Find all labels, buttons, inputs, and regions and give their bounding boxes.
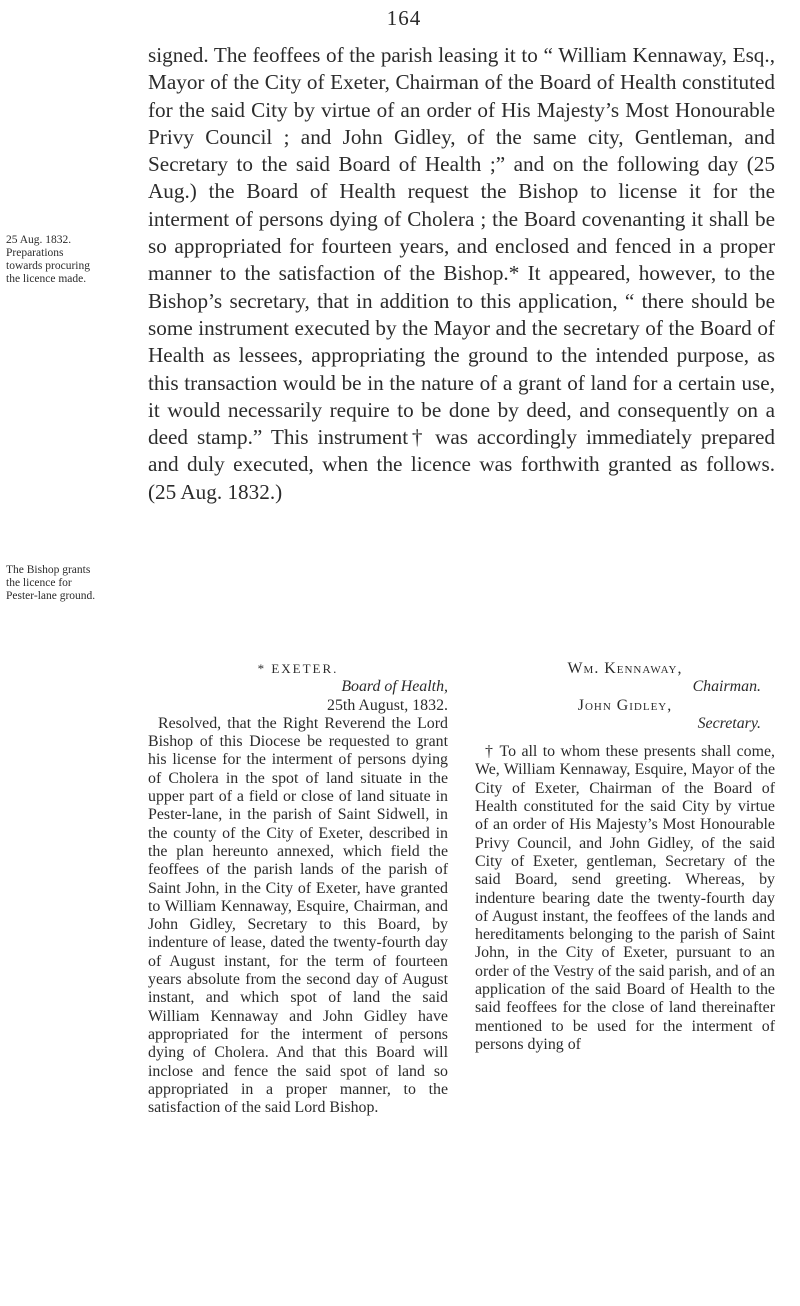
footnote-heading: * EXETER. xyxy=(257,661,339,676)
footnotes-section xyxy=(148,660,775,1117)
signer-chairman-role: Chairman. xyxy=(692,678,761,696)
footnote-board-name: Board of Health, xyxy=(341,678,448,696)
signer-chairman-name: Wm. Kennaway, xyxy=(567,660,683,677)
footnote-deed-text: † To all to whom these presents shall come, We, William Kennaway, Esquire, Mayor of the City of Exeter, Chairman of the Board of Health constituted for the said City by virtue of an order of His Majesty’s Most Honourable Privy Council, and John Gidley, of the said City of Exeter, gentleman, Secretary of the said Board, send greeting. Whereas, by indenture bearing date the twenty-fourth day of August instant, the feoffees of the lands and hereditaments belonging to the parish of Saint John, in the City of Exeter, pursuant to an order of the Vestry of the said parish, and of an application of the said Board of Health to the said feoffees for the close of land thereinafter mentioned to be used for the interment of persons dying of xyxy=(475,743,775,1053)
main-paragraph: signed. The feoffees of the parish leasing it to “ William Kennaway, Esq., Mayor of the City of Exeter, Chairman of the Board of Health constituted for the said City by virtue of an order of His Majesty’s Most Honourable Privy Council ; and John Gidley, of the same city, Gentleman, and Secretary to the said Board of Health ;” and on the following day (25 Aug.) the Board of Health request the Bishop to license it for the interment of persons dying of Cholera ; the Board covenanting it shall be so appropriated for fourteen years, and enclosed and fenced in a proper manner to the satisfaction of the Bishop.* It appeared, however, to the Bishop’s secretary, that in addition to this application, “ there should be some instrument executed by the Mayor and the secretary of the Board of Health as lessees, appropriating the ground to the intended purpose, as this transaction would be in the nature of a grant of land for a certain use, it would necessarily require to be done by deed, and consequently on a deed stamp.” This instrument† was accordingly immediately prepared and duly executed, when the licence was forthwith granted as follows. (25 Aug. 1832.) xyxy=(148,43,775,504)
footnote-resolution-text: Resolved, that the Right Reverend the Lord Bishop of this Diocese be requested to grant his license for the interment of persons dying of Cholera in the spot of land situate in the upper part of a field or close of land situate in Pester-lane, in the parish of Saint Sidwell, in the county of the City of Exeter, described in the plan hereunto annexed, which field the feoffees of the parish lands of the parish of Saint John, in the City of Exeter, have granted to William Kennaway, Esquire, Chairman, and John Gidley, Secretary to this Board, by indenture of lease, dated the twenty-fourth day of August instant, for the term of fourteen years absolute from the second day of August instant, and which spot of land the said William Kennaway and John Gidley have appropriated for the interment of persons dying of Cholera. And that this Board will inclose and fence the said spot of land so appropriated in a proper manner, to the satisfaction of the said Lord Bishop. xyxy=(148,714,448,1117)
margin-note-preparations: 25 Aug. 1832. Preparations towards procuring the licence made. xyxy=(6,234,90,285)
footnote-date: 25th August, 1832. xyxy=(327,696,448,714)
main-text-block xyxy=(148,42,775,506)
footnote-left-column xyxy=(148,660,448,1117)
margin-note-licence-granted: The Bishop grants the licence for Pester-lane ground. xyxy=(6,564,96,602)
page-number: 164 xyxy=(386,6,422,30)
spacer xyxy=(475,733,775,743)
footnote-right-column xyxy=(475,660,775,1117)
signer-secretary-name: John Gidley, xyxy=(577,696,673,714)
signer-secretary-role: Secretary. xyxy=(697,714,761,732)
